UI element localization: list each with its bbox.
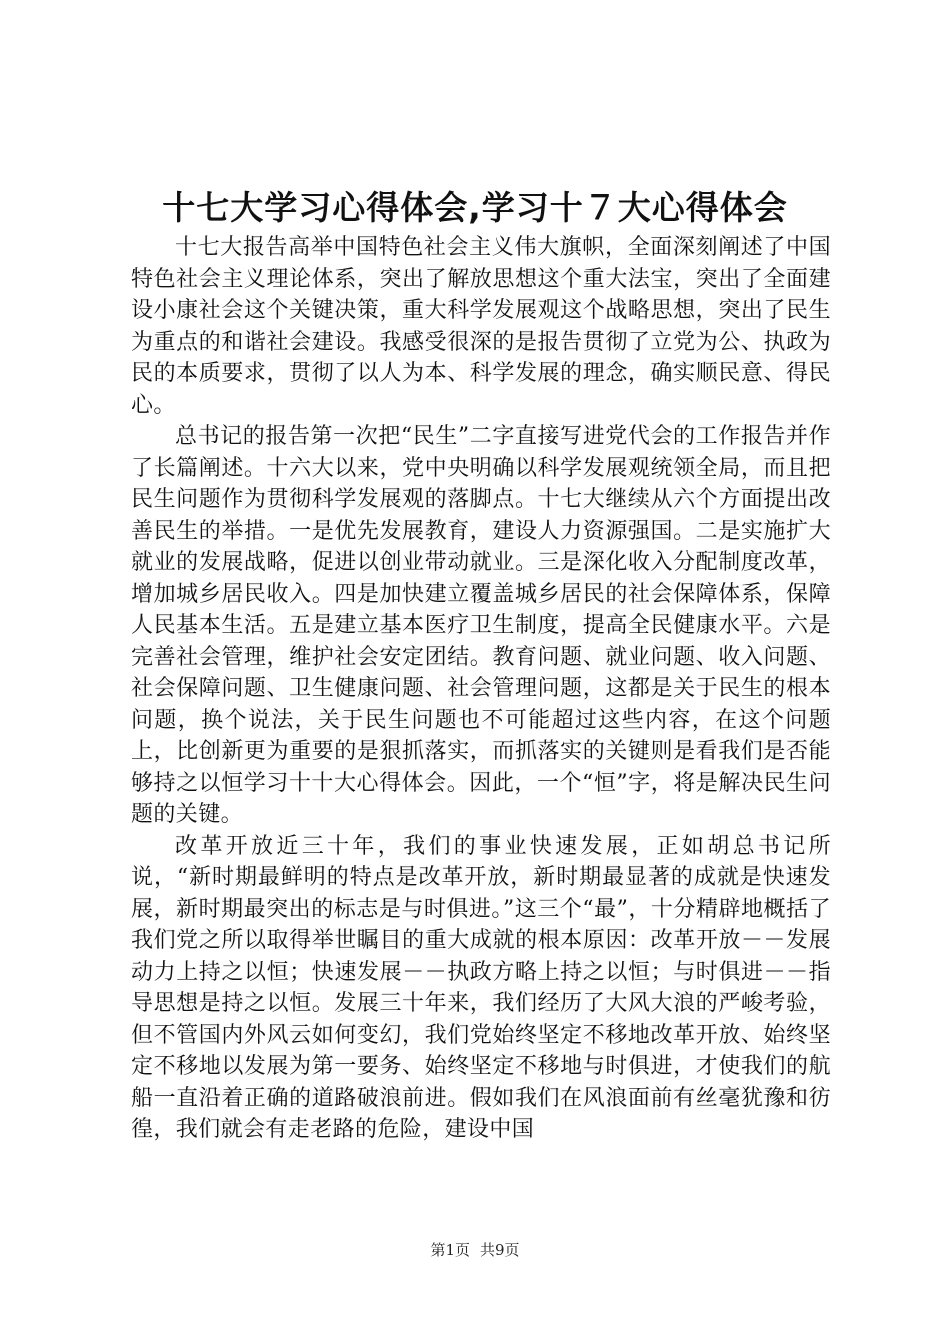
paragraph-3: 改革开放近三十年，我们的事业快速发展，正如胡总书记所说，“新时期最鲜明的特点是改革开放，新时期最显著的成就是快速发展，新时期最突出的标志是与时俱进。”这三个“最”，十分精辟地概括了我们党之所以取得举世瞩目的重大成就的根本原因：改革开放－－发展动力上持之以恒；快速发展－－执政方略上持之以恒；与时俱进－－指导思想是持之以恒。发展三十年来，我们经历了大风大浪的严峻考验，但不管国内外风云如何变幻，我们党始终坚定不移地改革开放、始终坚定不移地以发展为第一要务、始终坚定不移地与时俱进，才使我们的航船一直沿着正确的道路破浪前进。假如我们在风浪面前有丝毫犹豫和彷徨，我们就会有走老路的危险，建设中国: [131, 833, 831, 1142]
paragraph-2: 总书记的报告第一次把“民生”二字直接写进党代会的工作报告并作了长篇阐述。十六大以来，党中央明确以科学发展观统领全局，而且把民生问题作为贯彻科学发展观的落脚点。十七大继续从六个方面提出改善民生的举措。一是优先发展教育，建设人力资源强国。二是实施扩大就业的发展战略，促进以创业带动就业。三是深化收入分配制度改革，增加城乡居民收入。四是加快建立覆盖城乡居民的社会保障体系，保障人民基本生活。五是建立基本医疗卫生制度，提高全民健康水平。六是完善社会管理，维护社会安定团结。教育问题、就业问题、收入问题、社会保障问题、卫生健康问题、社会管理问题，这都是关于民生的根本问题，换个说法，关于民生问题也不可能超过这些内容，在这个问题上，比创新更为重要的是狠抓落实，而抓落实的关键则是看我们是否能够持之以恒学习十十大心得体会。因此，一个“恒”字，将是解决民生问题的关键。: [131, 424, 831, 827]
document-body: [131, 232, 831, 1146]
page-number: 第1页: [430, 1241, 470, 1259]
document-title: 十七大学习心得体会,学习十７大心得体会: [162, 188, 788, 227]
page-total: 共9页: [480, 1241, 520, 1259]
paragraph-1: 十七大报告高举中国特色社会主义伟大旗帜，全面深刻阐述了中国特色社会主义理论体系，突出了解放思想这个重大法宝，突出了全面建设小康社会这个关键决策，重大科学发展观这个战略思想，突出了民生为重点的和谐社会建设。我感受很深的是报告贯彻了立党为公、执政为民的本质要求，贯彻了以人为本、科学发展的理念，确实顺民意、得民心。: [131, 235, 831, 418]
page-footer: [0, 1240, 950, 1260]
